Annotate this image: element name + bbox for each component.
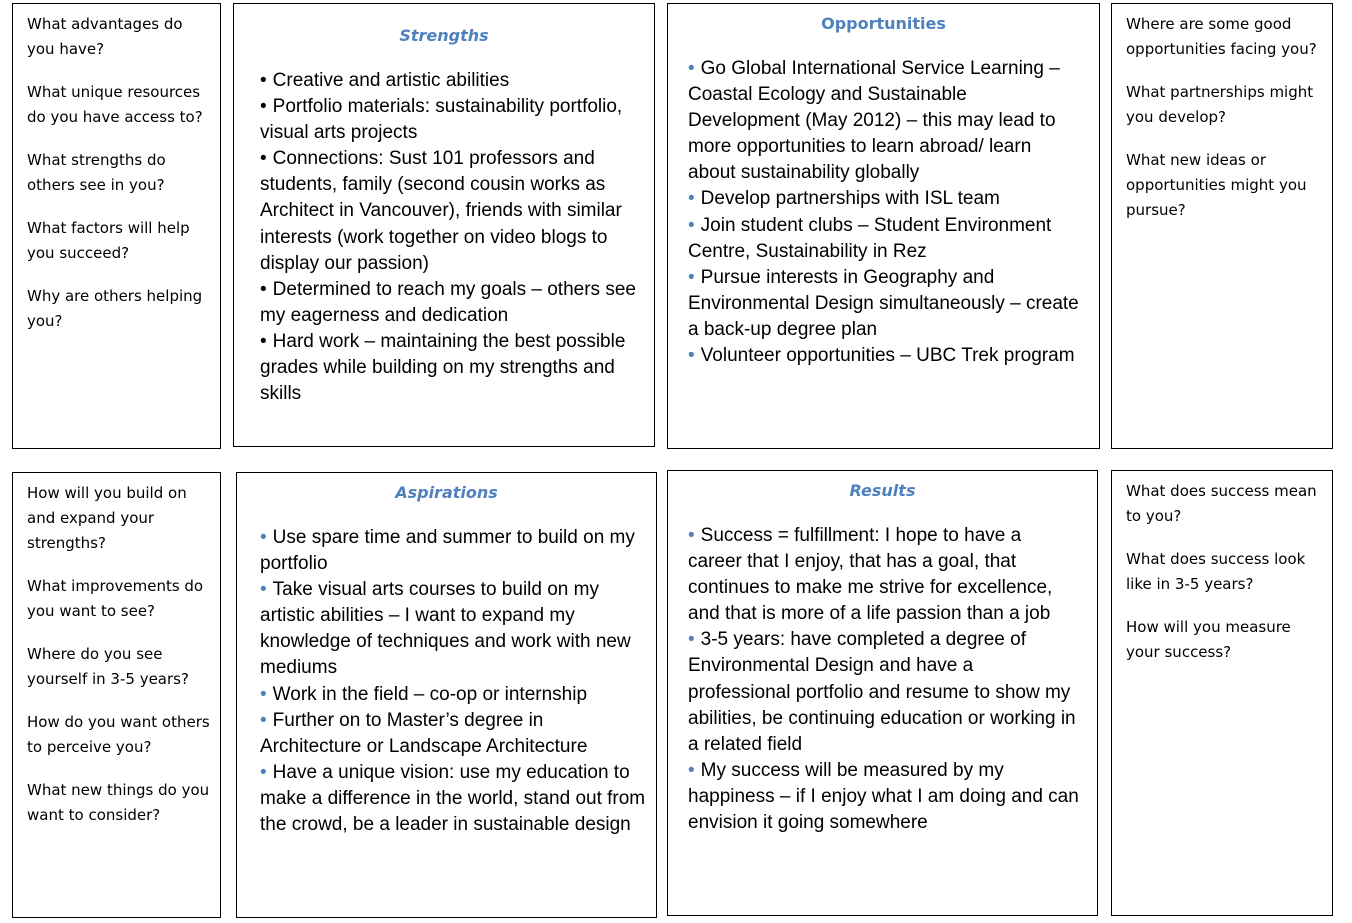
results-questions-list (1126, 479, 1324, 683)
bullet: • (260, 527, 267, 548)
list-item (260, 708, 646, 760)
list-item (260, 525, 646, 577)
opportunities-list (688, 56, 1080, 369)
list-item-text: Creative and artistic abilities (272, 70, 510, 91)
aspirations-box (236, 472, 657, 918)
question: What factors will help you succeed? (27, 219, 190, 262)
list-item-text: Hard work – maintaining the best possible grades while building on my strengths and skills (260, 330, 626, 405)
strengths-questions-list (27, 12, 213, 352)
opportunities-heading: Opportunities (821, 14, 946, 33)
question: What partnerships might you develop? (1126, 83, 1314, 126)
results-questions-box (1111, 470, 1333, 916)
bullet: • (260, 148, 267, 170)
list-item (688, 627, 1080, 757)
list-item-text: Portfolio materials: sustainability portfolio, visual arts projects (260, 96, 623, 144)
list-item (688, 343, 1080, 369)
question: Why are others helping you? (27, 287, 203, 330)
aspirations-heading: Aspirations (395, 483, 498, 502)
list-item (688, 523, 1080, 627)
question: What new things do you want to consider? (27, 781, 210, 824)
list-item-text: Have a unique vision: use my education to make a difference in the world, stand out from the crowd, be a leader in sustainable design (260, 761, 646, 836)
list-item-text: Join student clubs – Student Environment Centre, Sustainability in Rez (688, 214, 1052, 262)
strengths-box (233, 3, 655, 447)
question: How will you measure your success? (1126, 618, 1291, 661)
list-item-text: 3-5 years: have completed a degree of Environmental Design and have a professional portfolio and resume to show my abilities, be continuing education or working in a related field (688, 629, 1076, 755)
aspirations-questions-list (27, 481, 213, 846)
list-item (260, 577, 646, 681)
bullet: • (688, 58, 695, 79)
aspirations-list (260, 525, 646, 838)
bullet: • (688, 188, 695, 210)
list-item (260, 146, 640, 276)
list-item (688, 186, 1080, 212)
list-item-text: Further on to Master’s degree in Architecture or Landscape Architecture (260, 709, 588, 757)
question: How do you want others to perceive you? (27, 713, 210, 756)
list-item (688, 56, 1080, 186)
results-heading: Results (849, 481, 916, 500)
list-item (688, 758, 1080, 836)
list-item (688, 213, 1080, 265)
question: What does success mean to you? (1126, 482, 1317, 525)
strengths-questions-box (12, 3, 221, 449)
list-item-text: Develop partnerships with ISL team (700, 188, 1000, 210)
list-item-text: Connections: Sust 101 professors and students, family (second cousin works as Architect in Vancouver), friends with similar interests (work together on video blogs to display our passion) (260, 148, 622, 274)
opportunities-questions-list (1126, 12, 1324, 241)
results-box (667, 470, 1098, 916)
bullet: • (260, 330, 267, 352)
question: What improvements do you want to see? (27, 577, 204, 620)
list-item (688, 265, 1080, 343)
bullet: • (688, 345, 695, 367)
question: What does success look like in 3-5 years? (1126, 550, 1306, 593)
bullet: • (260, 683, 267, 705)
bullet: • (688, 759, 695, 781)
list-item (260, 94, 640, 146)
list-item (260, 277, 640, 329)
list-item-text: Success = fulfillment: I hope to have a career that I enjoy, that has a goal, that continues to make me strive for excellence, and that is more of a life passion than a job (688, 525, 1053, 625)
aspirations-questions-box (12, 472, 221, 918)
list-item-text: Go Global International Service Learning – Coastal Ecology and Sustainable Development (May 2012) – this may lead to more opportunities to learn abroad/ learn about sustainability globally (688, 58, 1060, 184)
bullet: • (688, 525, 695, 546)
list-item-text: Work in the field – co-op or internship (272, 683, 588, 705)
question: Where do you see yourself in 3-5 years? (27, 645, 189, 688)
bullet: • (260, 96, 267, 118)
bullet: • (688, 266, 695, 288)
question: What unique resources do you have access to? (27, 83, 203, 126)
question: What new ideas or opportunities might you pursue? (1126, 151, 1307, 219)
bullet: • (260, 761, 267, 783)
list-item-text: Volunteer opportunities – UBC Trek program (700, 345, 1075, 367)
list-item-text: Determined to reach my goals – others see my eagerness and dedication (260, 278, 636, 326)
bullet: • (260, 709, 267, 731)
results-list (688, 523, 1080, 836)
list-item-text: My success will be measured by my happiness – if I enjoy what I am doing and can envision it going somewhere (688, 759, 1079, 834)
list-item-text: Use spare time and summer to build on my portfolio (260, 527, 635, 575)
list-item (260, 329, 640, 407)
question: What strengths do others see in you? (27, 151, 166, 194)
bullet: • (688, 214, 695, 236)
question: How will you build on and expand your strengths? (27, 484, 187, 552)
opportunities-box (667, 3, 1100, 449)
strengths-list (260, 68, 640, 407)
list-item (260, 760, 646, 838)
bullet: • (260, 278, 267, 300)
list-item-text: Pursue interests in Geography and Environmental Design simultaneously – create a back-up degree plan (688, 266, 1079, 340)
question: What advantages do you have? (27, 15, 183, 58)
question: Where are some good opportunities facing you? (1126, 15, 1317, 58)
list-item (260, 68, 640, 94)
list-item (260, 682, 646, 708)
opportunities-questions-box (1111, 3, 1333, 449)
list-item-text: Take visual arts courses to build on my artistic abilities – I want to expand my knowledge of techniques and work with new mediums (260, 579, 631, 679)
bullet: • (688, 629, 695, 651)
bullet: • (260, 70, 267, 91)
bullet: • (260, 579, 267, 601)
strengths-heading: Strengths (399, 26, 489, 45)
